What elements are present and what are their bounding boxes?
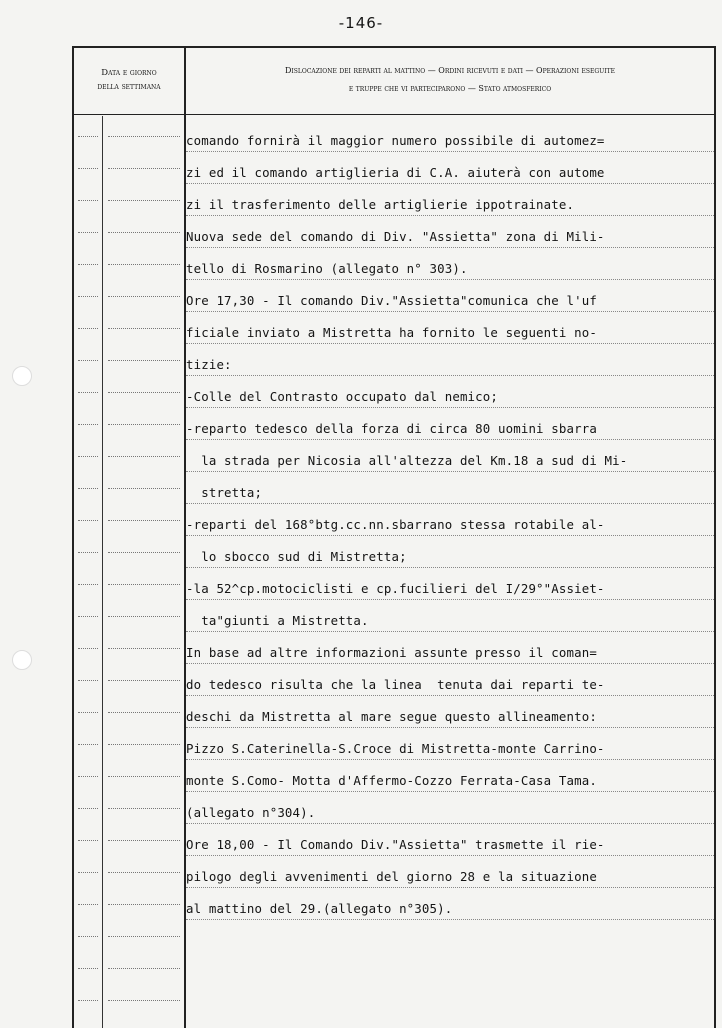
entry-line (186, 376, 714, 408)
dotted-rule (78, 872, 98, 873)
dotted-rule (78, 232, 98, 233)
entry-text: tello di Rosmarino (allegato n° 303). (186, 261, 468, 276)
entry-text: In base ad altre informazioni assunte presso il coman= (186, 645, 597, 660)
entry-line (186, 696, 714, 728)
punch-hole-top (12, 366, 32, 386)
dotted-rule (78, 456, 98, 457)
dotted-rule (78, 488, 98, 489)
entry-text: zi il trasferimento delle artiglierie ippotrainate. (186, 197, 575, 212)
entry-line (186, 568, 714, 600)
dotted-rule (78, 808, 98, 809)
entry-line (186, 248, 714, 280)
dotted-rule (108, 392, 180, 393)
dotted-rule (108, 584, 180, 585)
entry-text: zi ed il comando artiglieria di C.A. aiuterà con autome (186, 165, 605, 180)
dotted-rule (108, 168, 180, 169)
dotted-rule (78, 584, 98, 585)
dotted-rule (108, 424, 180, 425)
entry-line (186, 824, 714, 856)
punch-hole-bottom (12, 650, 32, 670)
entry-text: Pizzo S.Caterinella-S.Croce di Mistretta-monte Carrino- (186, 741, 605, 756)
dotted-rule (78, 552, 98, 553)
dotted-rule (78, 648, 98, 649)
entry-line (186, 184, 714, 216)
dotted-rule (108, 136, 180, 137)
entry-text: -Colle del Contrasto occupato dal nemico; (186, 389, 499, 404)
dotted-rule (108, 648, 180, 649)
dotted-rule (108, 360, 180, 361)
entry-text: -la 52^cp.motociclisti e cp.fucilieri del I/29°"Assiet- (186, 581, 605, 596)
dotted-rule (108, 264, 180, 265)
dotted-rule (108, 872, 180, 873)
entry-text: comando fornirà il maggior numero possibile di automez= (186, 133, 605, 148)
dotted-rule (108, 616, 180, 617)
dotted-rule (108, 808, 180, 809)
entry-text: monte S.Como- Motta d'Affermo-Cozzo Ferrata-Casa Tama. (186, 773, 597, 788)
entry-line (186, 152, 714, 184)
dotted-rule (78, 424, 98, 425)
dotted-rule (108, 488, 180, 489)
entry-line (186, 792, 714, 824)
entry-text: ficiale inviato a Mistretta ha fornito le seguenti no- (186, 325, 597, 340)
dotted-rule (78, 168, 98, 169)
dotted-rule (78, 680, 98, 681)
dotted-rule (108, 200, 180, 201)
entry-text: ta"giunti a Mistretta. (186, 613, 369, 628)
entry-line (186, 408, 714, 440)
dotted-rule (78, 840, 98, 841)
entry-line (186, 344, 714, 376)
dotted-rule (108, 328, 180, 329)
dotted-rule (108, 296, 180, 297)
entry-text: tizie: (186, 357, 232, 372)
dotted-rule (108, 904, 180, 905)
date-header-line1: Data e giorno (101, 68, 157, 78)
entry-line (186, 536, 714, 568)
page-number: -146- (338, 14, 384, 32)
entry-text: deschi da Mistretta al mare segue questo allineamento: (186, 709, 597, 724)
dotted-rule (78, 360, 98, 361)
entry-text: (allegato n°304). (186, 805, 316, 820)
dotted-rule (78, 776, 98, 777)
entry-text: Nuova sede del comando di Div. "Assietta" zona di Mili- (186, 229, 605, 244)
entry-line (186, 632, 714, 664)
dotted-rule (108, 552, 180, 553)
header-rule (74, 114, 714, 115)
entry-line (186, 504, 714, 536)
dotted-rule (78, 520, 98, 521)
dotted-rule (108, 456, 180, 457)
entry-text: Ore 17,30 - Il comando Div."Assietta"comunica che l'uf (186, 293, 597, 308)
entry-line (186, 472, 714, 504)
dotted-rule (78, 1000, 98, 1001)
entry-text: -reparti del 168°btg.cc.nn.sbarrano stessa rotabile al- (186, 517, 605, 532)
dotted-rule (78, 936, 98, 937)
dotted-rule (78, 328, 98, 329)
register-table (72, 46, 716, 1028)
dotted-rule (78, 296, 98, 297)
entry-line (186, 120, 714, 152)
entry-line (186, 664, 714, 696)
dotted-rule (78, 392, 98, 393)
dotted-rule (78, 264, 98, 265)
entry-text: Ore 18,00 - Il Comando Div."Assietta" trasmette il rie- (186, 837, 605, 852)
entry-text: la strada per Nicosia all'altezza del Km.18 a sud di Mi- (186, 453, 628, 468)
operations-header-line2: e truppe che vi parteciparono — Stato atmosferico (348, 84, 552, 93)
dotted-rule (78, 136, 98, 137)
dotted-rule (78, 968, 98, 969)
operations-column-header (186, 48, 714, 112)
dotted-rule (108, 712, 180, 713)
dotted-rule (108, 776, 180, 777)
entry-line (186, 888, 714, 920)
dotted-rule (78, 200, 98, 201)
entry-text: do tedesco risulta che la linea tenuta dai reparti te- (186, 677, 605, 692)
entry-line (186, 216, 714, 248)
dotted-rule (108, 1000, 180, 1001)
date-inner-line (102, 116, 103, 1028)
entry-line (186, 440, 714, 472)
date-header-line2: della settimana (97, 82, 161, 92)
dotted-rule (78, 904, 98, 905)
entry-line (186, 280, 714, 312)
dotted-rule (108, 744, 180, 745)
entry-line (186, 728, 714, 760)
entry-line (186, 600, 714, 632)
dotted-rule (78, 616, 98, 617)
dotted-rule (108, 936, 180, 937)
dotted-rule (108, 680, 180, 681)
entry-line (186, 760, 714, 792)
dotted-rule (108, 840, 180, 841)
entry-text: stretta; (186, 485, 263, 500)
entry-line (186, 312, 714, 344)
entry-text: lo sbocco sud di Mistretta; (186, 549, 407, 564)
entry-text: pilogo degli avvenimenti del giorno 28 e la situazione (186, 869, 597, 884)
date-column-header (74, 48, 184, 112)
dotted-rule (78, 712, 98, 713)
dotted-rule (108, 232, 180, 233)
dotted-rule (78, 744, 98, 745)
entry-line (186, 856, 714, 888)
entry-text: al mattino del 29.(allegato n°305). (186, 901, 453, 916)
operations-header-line1: Dislocazione dei reparti al mattino — Ordini ricevuti e dati — Operazioni eseguite (285, 66, 615, 75)
dotted-rule (108, 520, 180, 521)
dotted-rule (108, 968, 180, 969)
entry-text: -reparto tedesco della forza di circa 80 uomini sbarra (186, 421, 597, 436)
